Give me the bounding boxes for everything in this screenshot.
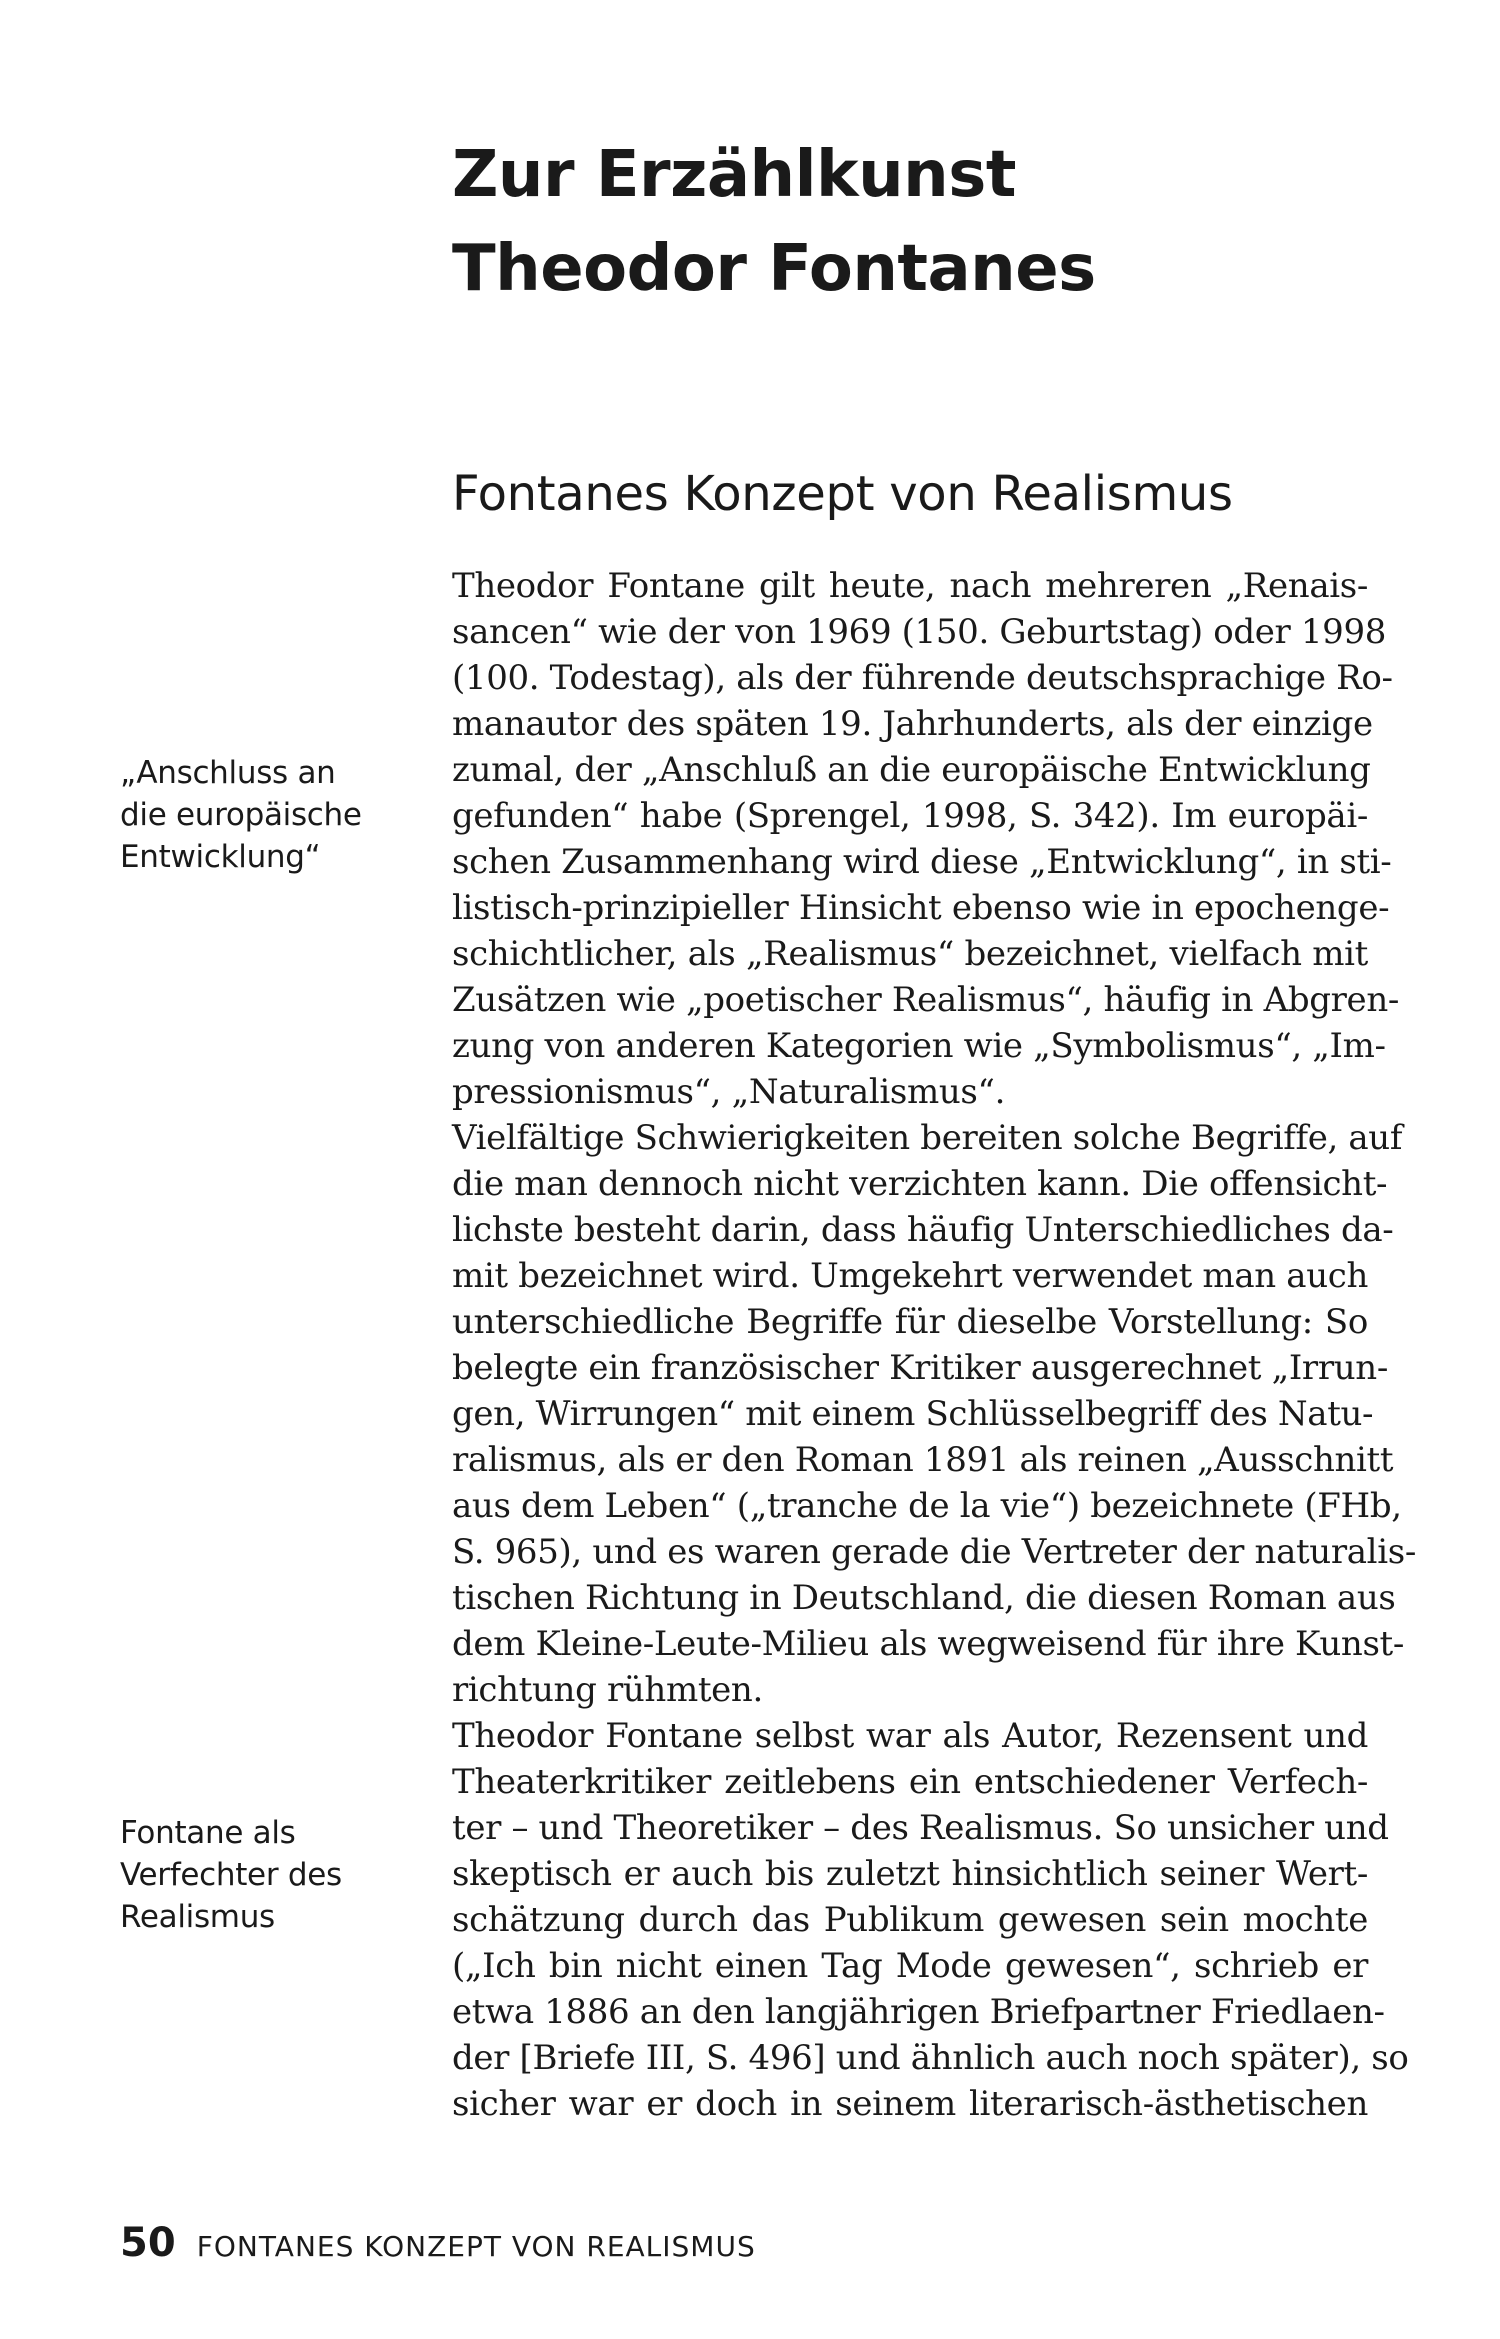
- body-line: schätzung durch das Publikum gewesen sein mochte: [452, 1900, 1368, 1940]
- body-line: schen Zusammenhang wird diese „Entwicklung“, in sti-: [452, 842, 1392, 882]
- body-line: etwa 1886 an den langjährigen Briefpartner Friedlaen-: [452, 1992, 1385, 2032]
- body-line: manautor des späten 19. Jahrhunderts, als der einzige: [452, 704, 1373, 744]
- body-line: ralismus, als er den Roman 1891 als reinen „Ausschnitt: [452, 1440, 1394, 1480]
- body-line: Theodor Fontane selbst war als Autor, Rezensent und: [452, 1716, 1368, 1756]
- body-line: listisch-prinzipieller Hinsicht ebenso wie in epochenge-: [452, 888, 1390, 928]
- chapter-title-line-1: Zur Erzählkunst: [452, 138, 1016, 212]
- margin-note-verfechter: [120, 1812, 420, 1938]
- margin-note-line: Fontane als: [120, 1815, 296, 1851]
- body-line: mit bezeichnet wird. Umgekehrt verwendet man auch: [452, 1256, 1368, 1296]
- body-line: Zusätzen wie „poetischer Realismus“, häufig in Abgren-: [452, 980, 1400, 1020]
- running-head: FONTANES KONZEPT VON REALISMUS: [196, 2230, 756, 2263]
- body-line: skeptisch er auch bis zuletzt hinsichtlich seiner Wert-: [452, 1854, 1368, 1894]
- body-line: lichste besteht darin, dass häufig Unterschiedliches da-: [452, 1210, 1394, 1250]
- body-line: S. 965), und es waren gerade die Vertreter der naturalis-: [452, 1532, 1416, 1572]
- chapter-title-line-2: Theodor Fontanes: [452, 232, 1096, 306]
- body-line: („Ich bin nicht einen Tag Mode gewesen“, schrieb er: [452, 1946, 1368, 1986]
- body-text: [452, 563, 1416, 2127]
- margin-note-anschluss: [120, 752, 420, 878]
- body-line: sancen“ wie der von 1969 (150. Geburtstag) oder 1998: [452, 612, 1387, 652]
- body-line: schichtlicher, als „Realismus“ bezeichnet, vielfach mit: [452, 934, 1368, 974]
- body-line: (100. Todestag), als der führende deutschsprachige Ro-: [452, 658, 1393, 698]
- margin-note-line: Realismus: [120, 1899, 275, 1935]
- section-title: Fontanes Konzept von Realismus: [452, 466, 1233, 522]
- body-line: dem Kleine-Leute-Milieu als wegweisend für ihre Kunst-: [452, 1624, 1405, 1664]
- margin-note-line: „Anschluss an: [120, 755, 336, 791]
- body-line: Vielfältige Schwierigkeiten bereiten solche Begriffe, auf: [452, 1118, 1403, 1158]
- margin-note-line: die europäische: [120, 797, 362, 833]
- page-number: 50: [120, 2220, 176, 2266]
- body-line: Theodor Fontane gilt heute, nach mehreren „Renais-: [452, 566, 1368, 606]
- body-line: der [Briefe III, S. 496] und ähnlich auch noch später), so: [452, 2038, 1409, 2078]
- body-line: unterschiedliche Begriffe für dieselbe Vorstellung: So: [452, 1302, 1368, 1342]
- margin-note-line: Entwicklung“: [120, 839, 321, 875]
- body-line: richtung rühmten.: [452, 1670, 763, 1710]
- body-line: sicher war er doch in seinem literarisch-ästhetischen: [452, 2084, 1368, 2124]
- margin-note-line: Verfechter des: [120, 1857, 342, 1893]
- page-footer: [120, 2220, 756, 2266]
- body-line: pressionismus“, „Naturalismus“.: [452, 1072, 1006, 1112]
- body-line: Theaterkritiker zeitlebens ein entschiedener Verfech-: [452, 1762, 1368, 1802]
- body-line: gen, Wirrungen“ mit einem Schlüsselbegriff des Natu-: [452, 1394, 1374, 1434]
- body-line: tischen Richtung in Deutschland, die diesen Roman aus: [452, 1578, 1396, 1618]
- chapter-title: [452, 128, 1096, 316]
- body-line: belegte ein französischer Kritiker ausgerechnet „Irrun-: [452, 1348, 1388, 1388]
- body-line: aus dem Leben“ („tranche de la vie“) bezeichnete (FHb,: [452, 1486, 1402, 1526]
- body-line: die man dennoch nicht verzichten kann. Die offensicht-: [452, 1164, 1388, 1204]
- body-line: ter – und Theoretiker – des Realismus. So unsicher und: [452, 1808, 1389, 1848]
- body-line: zung von anderen Kategorien wie „Symbolismus“, „Im-: [452, 1026, 1386, 1066]
- body-line: zumal, der „Anschluß an die europäische Entwicklung: [452, 750, 1371, 790]
- body-line: gefunden“ habe (Sprengel, 1998, S. 342). Im europäi-: [452, 796, 1368, 836]
